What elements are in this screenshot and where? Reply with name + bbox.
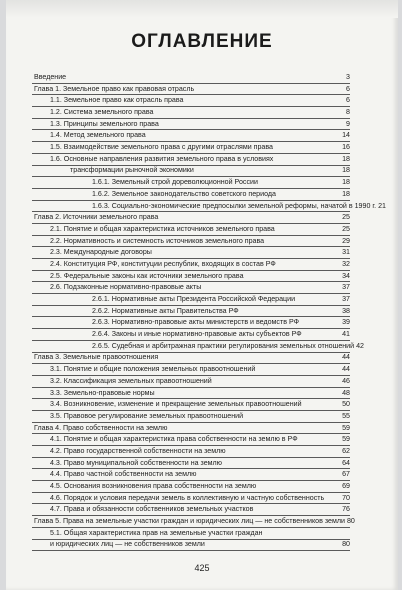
toc-entry-title: Глава 2. Источники земельного права	[34, 213, 159, 222]
toc-entry-page: 67	[342, 470, 350, 479]
toc-entry	[32, 341, 364, 353]
toc-entry-page: 37	[342, 283, 350, 292]
toc-entry	[32, 317, 350, 329]
toc-entry-title: 2.6.1. Нормативные акты Президента Российской Федерации	[92, 295, 296, 304]
toc-entry	[32, 107, 350, 119]
toc-entry-page: 31	[342, 248, 350, 257]
toc-entry-page: 46	[342, 376, 350, 385]
toc-entry-title: 4.3. Право муниципальной собственности на землю	[50, 458, 223, 467]
toc-entry-page: 64	[342, 458, 350, 467]
toc-entry-title: 4.1. Понятие и общая характеристика права собственности на землю в РФ	[50, 435, 298, 444]
toc-entry-page: 50	[342, 400, 350, 409]
page-title: ОГЛАВЛЕНИЕ	[131, 31, 273, 52]
toc-entry	[32, 271, 350, 283]
toc-entry	[32, 446, 350, 458]
toc-entry-title: 4.5. Основания возникновения права собственности на землю	[50, 482, 257, 491]
toc-entry-title: 3.5. Правовое регулирование земельных правоотношений	[50, 411, 244, 420]
toc-entry-title: 1.5. Взаимодействие земельного права с другими отраслями права	[50, 143, 273, 152]
toc-entry-page: 59	[342, 423, 350, 432]
toc-entry-page: 48	[342, 388, 350, 397]
toc-entry-page: 18	[342, 178, 350, 187]
toc-entry-title: 3.1. Понятие и общие положения земельных правоотношений	[50, 365, 256, 374]
toc-entry-page: 18	[342, 189, 350, 198]
toc-entry-page: 39	[342, 318, 350, 327]
toc-entry-title: Глава 1. Земельное право как правовая отрасль	[34, 84, 195, 93]
toc-entry-title: 3.4. Возникновение, изменение и прекращение земельных правоотношений	[50, 400, 302, 409]
toc-entry	[32, 189, 350, 201]
toc-entry-title: 2.5. Федеральные законы как источники земельного права	[50, 271, 244, 280]
toc-entry-page: 34	[342, 271, 350, 280]
toc-entry	[32, 224, 350, 236]
toc-entry	[32, 411, 350, 423]
toc-entry-page: 44	[342, 365, 350, 374]
toc-entry-title: 4.2. Право государственной собственности на землю	[50, 446, 226, 455]
toc-entry-page: 6	[346, 96, 350, 105]
toc-entry-page: 6	[346, 84, 350, 93]
toc-entry-title: 2.6. Подзаконные нормативно-правовые акты	[50, 283, 202, 292]
toc-entry-title: Введение	[34, 72, 67, 81]
toc-entry	[32, 481, 350, 493]
toc-entry-page: 3	[346, 72, 350, 81]
toc-entry	[32, 177, 350, 189]
toc-entry	[32, 95, 350, 107]
toc-entry-title: 2.6.5. Судебная и арбитражная практики регулирования земельных отношений	[92, 341, 355, 350]
toc-entry-page: 80	[342, 540, 350, 549]
toc-entry-page: 8	[346, 108, 350, 117]
toc-entry-title: 2.3. Международные договоры	[50, 248, 152, 257]
toc-entry-title: 4.6. Порядок и условия передачи земель в коллективную и частную собственность	[50, 493, 325, 502]
toc-entry	[32, 306, 350, 318]
toc-entry-page: 41	[342, 330, 350, 339]
toc-entry-title: 5.1. Общая характеристика прав на земельные участки граждан	[50, 528, 263, 537]
toc-entry-title: 1.2. Система земельного права	[50, 108, 154, 117]
toc-entry-title: 1.3. Принципы земельного права	[50, 119, 159, 128]
toc-entry-title: Глава 4. Право собственности на землю	[34, 423, 168, 432]
toc-entry	[32, 388, 350, 400]
toc-entry-page: 32	[342, 259, 350, 268]
toc-entry-title: 4.7. Права и обязанности собственников земельных участков	[50, 505, 254, 514]
toc-entry-page: 44	[342, 353, 350, 362]
toc-entry	[32, 259, 350, 271]
toc-entry-title: 1.6. Основные направления развития земельного права в условиях	[50, 154, 274, 163]
toc-entry-title: 2.6.3. Нормативно-правовые акты министерств и ведомств РФ	[92, 318, 300, 327]
toc-entry	[32, 329, 350, 341]
toc-entry	[32, 72, 350, 84]
toc-entry-title: 3.2. Классификация земельных правоотношений	[50, 376, 212, 385]
book-page	[6, 0, 398, 590]
toc-entry	[32, 282, 350, 294]
toc-entry	[32, 353, 350, 365]
toc-entry-page: 80	[346, 517, 355, 526]
toc-entry-page: 62	[342, 446, 350, 455]
toc-entry	[32, 434, 350, 446]
toc-entry-title: 2.4. Конституция РФ, конституции республик, входящих в состав РФ	[50, 259, 276, 268]
toc-entry-title: 4.4. Право частной собственности на землю	[50, 470, 197, 479]
toc-entry	[32, 294, 350, 306]
toc-entry-title: 3.3. Земельно-правовые нормы	[50, 388, 155, 397]
toc-entry-title: 2.2. Нормативность и системность источников земельного права	[50, 236, 265, 245]
toc-entry-title: и юридических лиц — не собственников земли	[50, 540, 205, 549]
toc-entry-title: 1.4. Метод земельного права	[50, 131, 146, 140]
toc-entry-page: 18	[342, 166, 350, 175]
toc-entry	[32, 376, 350, 388]
toc-entry-title: 2.1. Понятие и общая характеристика источников земельного права	[50, 224, 275, 233]
toc-entry-title: 2.6.2. Нормативные акты Правительства РФ	[92, 306, 239, 315]
toc-entry-page: 37	[342, 295, 350, 304]
toc-entry-page: 9	[346, 119, 350, 128]
toc-entry	[32, 212, 350, 224]
toc-entry-page: 76	[342, 505, 350, 514]
toc-entry-page: 55	[342, 411, 350, 420]
page-number: 425	[194, 563, 210, 573]
toc-entry-page: 70	[342, 493, 350, 502]
toc-entry-title: трансформации рыночной экономики	[70, 166, 194, 175]
toc-entry-page: 16	[342, 143, 350, 152]
toc-entry-page: 21	[378, 201, 386, 210]
toc-entry-title: Глава 5. Права на земельные участки граждан и юридических лиц — не собственников земли	[34, 517, 345, 526]
toc-entry-title: 1.6.3. Социально-экономические предпосылки земельной реформы, начатой в 1990 г.	[92, 201, 377, 210]
toc-entry	[32, 493, 350, 505]
toc-entry	[32, 469, 350, 481]
toc-entry-page: 25	[342, 213, 350, 222]
toc-entry	[32, 166, 350, 178]
toc-entry-title: 1.1. Земельное право как отрасль права	[50, 96, 184, 105]
toc-entry-page: 18	[342, 154, 350, 163]
toc-entry-page: 14	[342, 131, 350, 140]
toc-entry	[32, 201, 386, 213]
toc-entry	[32, 84, 350, 96]
toc-entry	[32, 142, 350, 154]
toc-entry-title: 2.6.4. Законы и иные нормативно-правовые акты субъектов РФ	[92, 330, 302, 339]
toc-entry-page: 38	[342, 306, 350, 315]
toc-entry	[32, 423, 350, 435]
toc-entry	[32, 516, 355, 528]
toc-entry-title: 1.6.2. Земельное законодательство советского периода	[92, 189, 276, 198]
toc-entry	[32, 528, 350, 540]
toc-entry	[32, 540, 350, 552]
toc-entry	[32, 154, 350, 166]
toc-entry	[32, 458, 350, 470]
toc-entry-title: Глава 3. Земельные правоотношения	[34, 353, 159, 362]
table-of-contents	[32, 72, 386, 551]
toc-entry-page: 29	[342, 236, 350, 245]
toc-entry	[32, 130, 350, 142]
previous-page-edge	[6, 0, 398, 18]
toc-entry-title: 1.6.1. Земельный строй дореволюционной России	[92, 178, 258, 187]
toc-entry	[32, 247, 350, 259]
toc-entry	[32, 236, 350, 248]
toc-entry	[32, 119, 350, 131]
toc-entry	[32, 399, 350, 411]
toc-entry-page: 42	[356, 341, 364, 350]
toc-entry-page: 59	[342, 435, 350, 444]
toc-entry-page: 69	[342, 482, 350, 491]
toc-entry	[32, 364, 350, 376]
toc-entry-page: 25	[342, 224, 350, 233]
toc-entry	[32, 504, 350, 516]
